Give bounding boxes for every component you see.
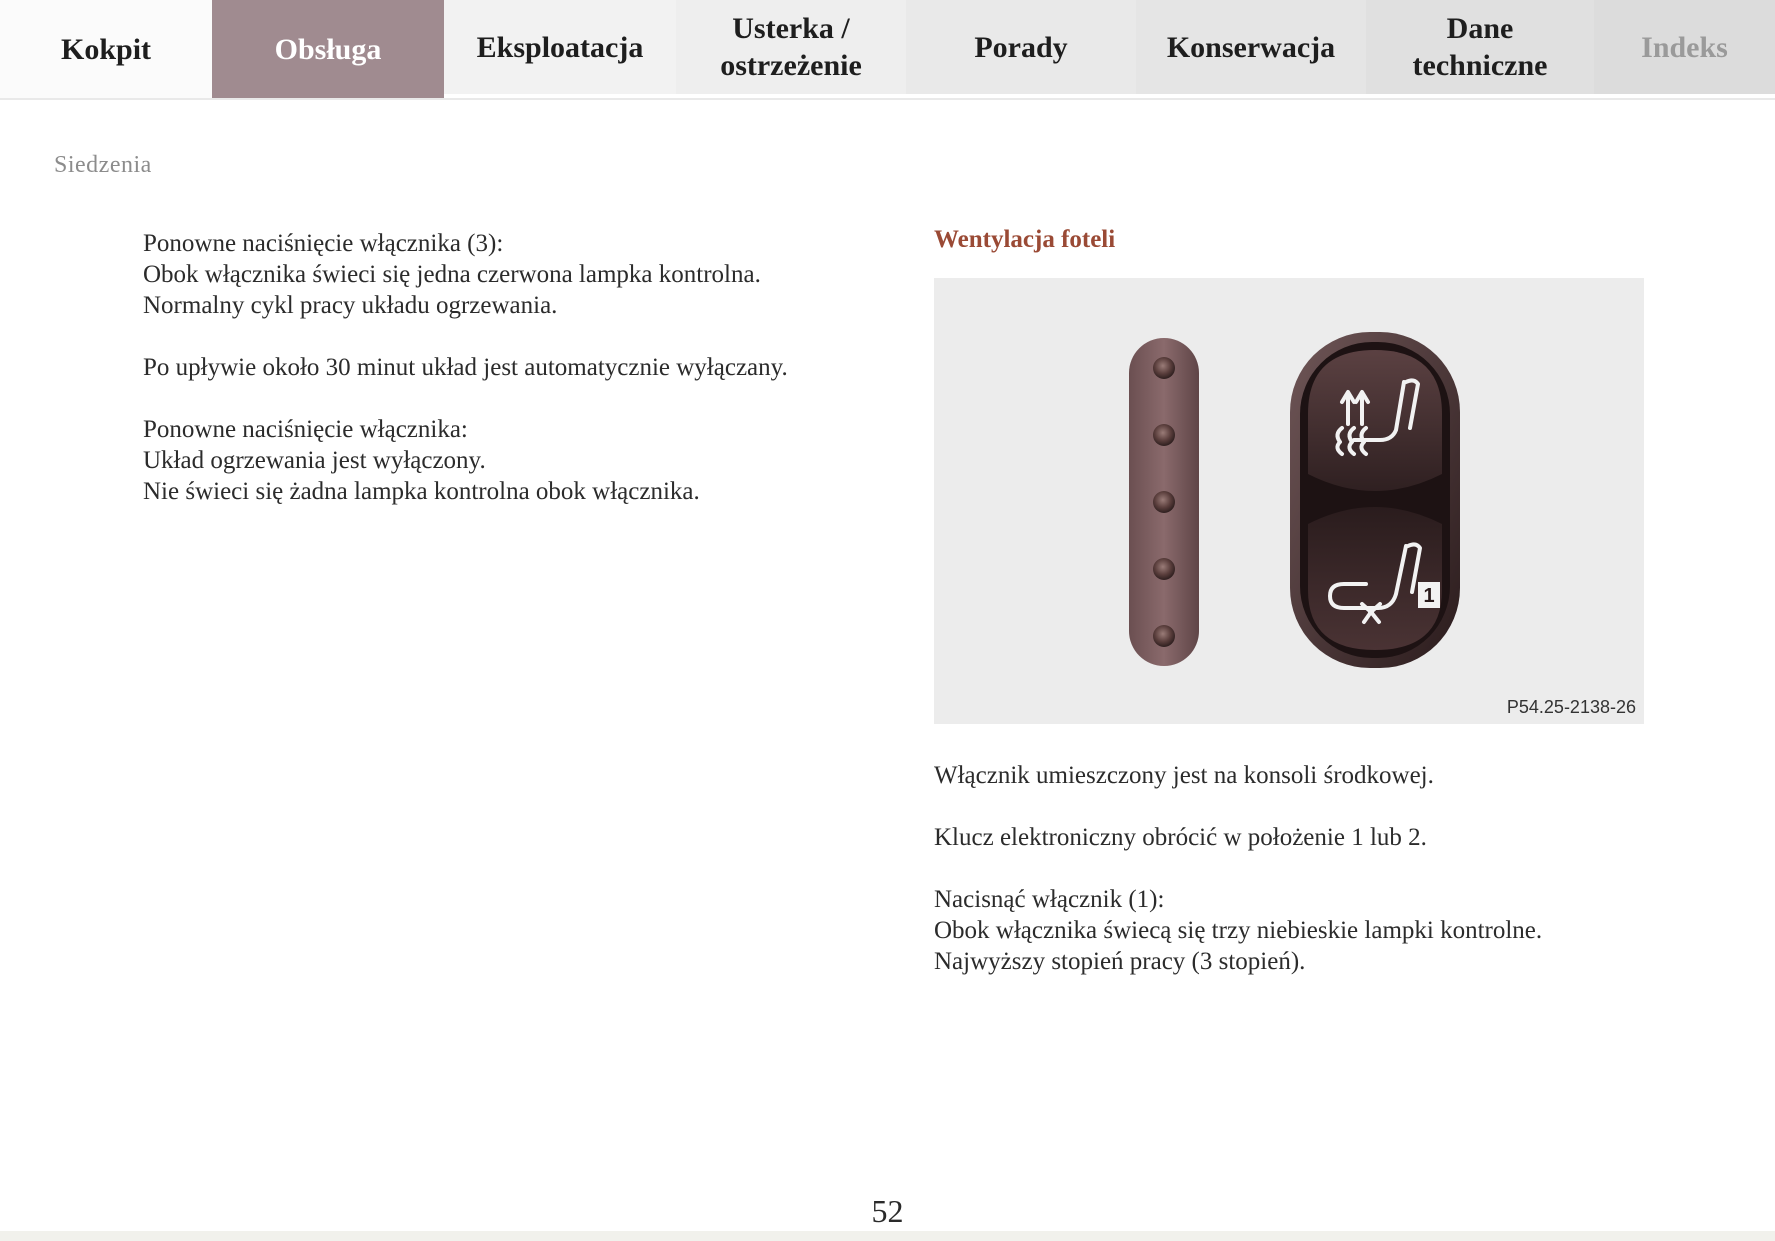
- indicator-lamp: [1153, 424, 1175, 446]
- figure-code: P54.25-2138-26: [1506, 697, 1636, 717]
- tab-label: Konserwacja: [1166, 30, 1336, 64]
- chapter-navigation: [0, 0, 1775, 98]
- callout-1: [1418, 582, 1440, 608]
- indicator-lamp-strip: [1129, 338, 1199, 666]
- tab-konserwacja[interactable]: [1136, 0, 1366, 94]
- indicator-lamp: [1153, 491, 1175, 513]
- tab-eksploatacja[interactable]: [444, 0, 676, 94]
- right-column-text: [934, 760, 1694, 1008]
- tab-obsluga[interactable]: [212, 0, 444, 98]
- callout-label: 1: [1423, 585, 1435, 607]
- text-line: Nie świeci się żadna lampka kontrolna obok włącznika.: [143, 478, 700, 505]
- paragraph: [934, 884, 1694, 977]
- indicator-lamp: [1153, 625, 1175, 647]
- tab-label: Eksploatacja: [476, 30, 644, 64]
- text-line: Nacisnąć włącznik (1):: [934, 886, 1165, 913]
- text-line: Po upływie około 30 minut układ jest automatycznie wyłączany.: [143, 354, 788, 381]
- tab-indeks[interactable]: [1594, 0, 1775, 94]
- text-line: Obok włącznika świeci się jedna czerwona lampka kontrolna.: [143, 261, 761, 288]
- text-line: Najwyższy stopień pracy (3 stopień).: [934, 948, 1306, 975]
- tab-label: Indeks: [1641, 30, 1728, 64]
- seat-rocker-switch: [1290, 332, 1460, 668]
- text-line: Włącznik umieszczony jest na konsoli środkowej.: [934, 762, 1434, 789]
- indicator-lamp: [1153, 558, 1175, 580]
- tab-label: Usterka / ostrzeżenie: [720, 12, 862, 82]
- indicator-lamp: [1153, 357, 1175, 379]
- text-line: Obok włącznika świecą się trzy niebieskie lampki kontrolne.: [934, 917, 1543, 944]
- seat-switch-figure: [934, 278, 1644, 724]
- tab-porady[interactable]: [906, 0, 1136, 94]
- switch-illustration: [934, 278, 1644, 724]
- tab-label: Kokpit: [60, 32, 152, 66]
- paragraph: [934, 822, 1694, 853]
- text-line: Ponowne naciśnięcie włącznika:: [143, 416, 468, 443]
- bottom-band: [0, 1231, 1775, 1241]
- tab-label: Obsługa: [274, 32, 382, 66]
- text-line: Normalny cykl pracy układu ogrzewania.: [143, 292, 558, 319]
- left-column-text: [143, 228, 913, 538]
- text-line: Klucz elektroniczny obrócić w położenie 1 lub 2.: [934, 824, 1427, 851]
- tab-usterka-ostrzezenie[interactable]: [676, 0, 906, 94]
- tab-label: Porady: [974, 30, 1068, 64]
- ventilation-heading: Wentylacja foteli: [934, 226, 1116, 253]
- text-line: Ponowne naciśnięcie włącznika (3):: [143, 230, 504, 257]
- text-line: Układ ogrzewania jest wyłączony.: [143, 447, 486, 474]
- section-title: Siedzenia: [54, 152, 152, 178]
- paragraph: [934, 760, 1694, 791]
- tab-dane-techniczne[interactable]: [1366, 0, 1594, 94]
- page-number: 52: [871, 1193, 904, 1229]
- paragraph: [143, 352, 913, 383]
- paragraph: [143, 228, 913, 321]
- nav-divider: [0, 98, 1775, 100]
- paragraph: [143, 414, 913, 507]
- tab-label: Dane techniczne: [1412, 12, 1548, 82]
- tab-kokpit[interactable]: [0, 0, 212, 98]
